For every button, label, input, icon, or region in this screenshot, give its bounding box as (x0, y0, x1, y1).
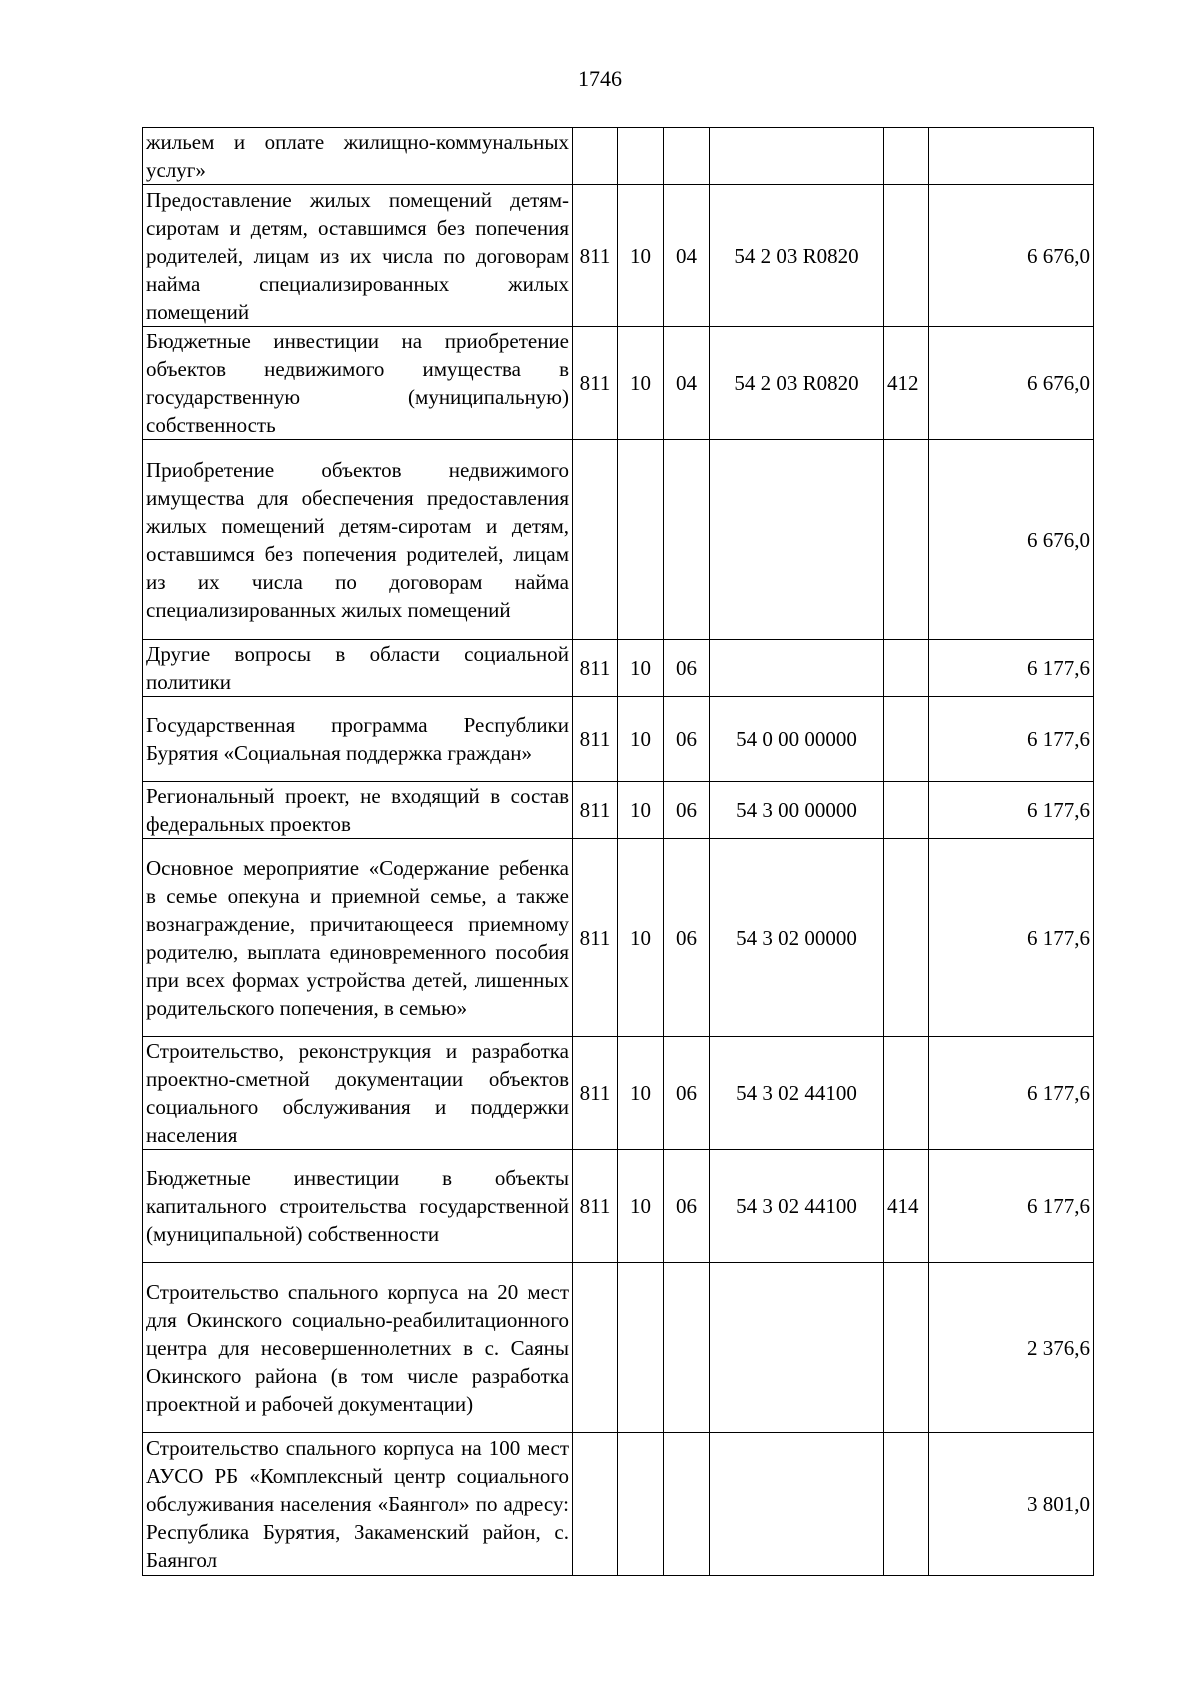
row-pr-cell: 06 (664, 839, 710, 1037)
row-grbs-cell: 811 (573, 839, 618, 1037)
row-amount-cell: 6 177,6 (929, 1150, 1094, 1263)
row-pr-cell (664, 440, 710, 640)
row-name-cell: Другие вопросы в области социальной политики (143, 640, 573, 697)
table-row (143, 327, 1094, 440)
row-grbs-cell (573, 1263, 618, 1433)
row-csr-cell: 54 2 03 R0820 (710, 185, 884, 327)
row-grbs-cell (573, 128, 618, 185)
row-grbs-cell: 811 (573, 327, 618, 440)
row-rz-cell (618, 440, 664, 640)
row-vr-cell (884, 640, 929, 697)
row-rz-cell (618, 1433, 664, 1576)
row-csr-cell: 54 3 02 44100 (710, 1037, 884, 1150)
row-amount-cell (929, 128, 1094, 185)
row-name-cell: Приобретение объектов недвижимого имущества для обеспечения предоставления жилых помещений детям-сиротам и детям, оставшимся без попечения родителей, лицам из их числа по договорам найма специализированных жилых помещений (143, 440, 573, 640)
row-csr-cell (710, 1263, 884, 1433)
row-pr-cell (664, 1433, 710, 1576)
row-vr-cell (884, 185, 929, 327)
row-pr-cell: 06 (664, 697, 710, 782)
row-grbs-cell (573, 1433, 618, 1576)
row-rz-cell: 10 (618, 640, 664, 697)
row-amount-cell: 2 376,6 (929, 1263, 1094, 1433)
row-name-cell: жильем и оплате жилищно-коммунальных услуг» (143, 128, 573, 185)
row-vr-cell (884, 839, 929, 1037)
row-name-cell: Государственная программа Республики Бурятия «Социальная поддержка граждан» (143, 697, 573, 782)
row-amount-cell: 6 177,6 (929, 697, 1094, 782)
row-rz-cell: 10 (618, 782, 664, 839)
row-name-cell: Предоставление жилых помещений детям-сиротам и детям, оставшимся без попечения родителей, лицам из их числа по договорам найма специализированных жилых помещений (143, 185, 573, 327)
row-csr-cell (710, 640, 884, 697)
row-amount-cell: 6 177,6 (929, 839, 1094, 1037)
row-pr-cell (664, 1263, 710, 1433)
row-vr-cell (884, 782, 929, 839)
budget-table (142, 127, 1094, 1576)
row-rz-cell: 10 (618, 1037, 664, 1150)
row-vr-cell: 414 (884, 1150, 929, 1263)
row-amount-cell: 3 801,0 (929, 1433, 1094, 1576)
row-grbs-cell: 811 (573, 697, 618, 782)
row-name-cell: Бюджетные инвестиции в объекты капитального строительства государственной (муниципальной) собственности (143, 1150, 573, 1263)
row-pr-cell: 04 (664, 185, 710, 327)
row-vr-cell: 412 (884, 327, 929, 440)
row-grbs-cell: 811 (573, 1037, 618, 1150)
row-name-cell: Бюджетные инвестиции на приобретение объектов недвижимого имущества в государственную (муниципальную) собственность (143, 327, 573, 440)
row-csr-cell: 54 3 00 00000 (710, 782, 884, 839)
table-row (143, 440, 1094, 640)
row-csr-cell (710, 440, 884, 640)
row-vr-cell (884, 697, 929, 782)
row-amount-cell: 6 177,6 (929, 1037, 1094, 1150)
table-row (143, 1037, 1094, 1150)
row-csr-cell: 54 3 02 44100 (710, 1150, 884, 1263)
row-pr-cell: 06 (664, 1037, 710, 1150)
row-csr-cell: 54 0 00 00000 (710, 697, 884, 782)
row-amount-cell: 6 676,0 (929, 327, 1094, 440)
row-csr-cell (710, 128, 884, 185)
table-row (143, 640, 1094, 697)
row-csr-cell (710, 1433, 884, 1576)
table-row (143, 1433, 1094, 1576)
table-row (143, 185, 1094, 327)
row-rz-cell (618, 128, 664, 185)
row-grbs-cell (573, 440, 618, 640)
row-vr-cell (884, 1263, 929, 1433)
row-pr-cell: 06 (664, 782, 710, 839)
row-rz-cell: 10 (618, 327, 664, 440)
row-pr-cell (664, 128, 710, 185)
row-rz-cell (618, 1263, 664, 1433)
row-name-cell: Строительство, реконструкция и разработка проектно-сметной документации объектов социального обслуживания и поддержки населения (143, 1037, 573, 1150)
row-vr-cell (884, 1037, 929, 1150)
table-row (143, 128, 1094, 185)
row-vr-cell (884, 1433, 929, 1576)
row-vr-cell (884, 128, 929, 185)
row-vr-cell (884, 440, 929, 640)
row-grbs-cell: 811 (573, 185, 618, 327)
row-amount-cell: 6 177,6 (929, 640, 1094, 697)
row-grbs-cell: 811 (573, 640, 618, 697)
row-pr-cell: 04 (664, 327, 710, 440)
table-row (143, 1263, 1094, 1433)
row-name-cell: Строительство спального корпуса на 100 мест АУСО РБ «Комплексный центр социального обслуживания населения «Баянгол» по адресу: Республика Бурятия, Закаменский район, с. Баянгол (143, 1433, 573, 1576)
row-rz-cell: 10 (618, 839, 664, 1037)
table-row (143, 1150, 1094, 1263)
row-csr-cell: 54 3 02 00000 (710, 839, 884, 1037)
page-number: 1746 (578, 66, 622, 91)
row-csr-cell: 54 2 03 R0820 (710, 327, 884, 440)
row-amount-cell: 6 676,0 (929, 185, 1094, 327)
row-rz-cell: 10 (618, 185, 664, 327)
row-amount-cell: 6 676,0 (929, 440, 1094, 640)
row-rz-cell: 10 (618, 697, 664, 782)
table-row (143, 697, 1094, 782)
row-name-cell: Строительство спального корпуса на 20 мест для Окинского социально-реабилитационного центра для несовершеннолетних в с. Саяны Окинского района (в том числе разработка проектной и рабочей документации) (143, 1263, 573, 1433)
row-name-cell: Основное мероприятие «Содержание ребенка в семье опекуна и приемной семье, а также вознаграждение, причитающееся приемному родителю, выплата единовременного пособия при всех формах устройства детей, лишенных родительского попечения, в семью» (143, 839, 573, 1037)
row-rz-cell: 10 (618, 1150, 664, 1263)
row-pr-cell: 06 (664, 1150, 710, 1263)
row-pr-cell: 06 (664, 640, 710, 697)
row-grbs-cell: 811 (573, 782, 618, 839)
row-name-cell: Региональный проект, не входящий в состав федеральных проектов (143, 782, 573, 839)
row-amount-cell: 6 177,6 (929, 782, 1094, 839)
row-grbs-cell: 811 (573, 1150, 618, 1263)
table-body (143, 128, 1094, 1576)
table-row (143, 839, 1094, 1037)
table-row (143, 782, 1094, 839)
